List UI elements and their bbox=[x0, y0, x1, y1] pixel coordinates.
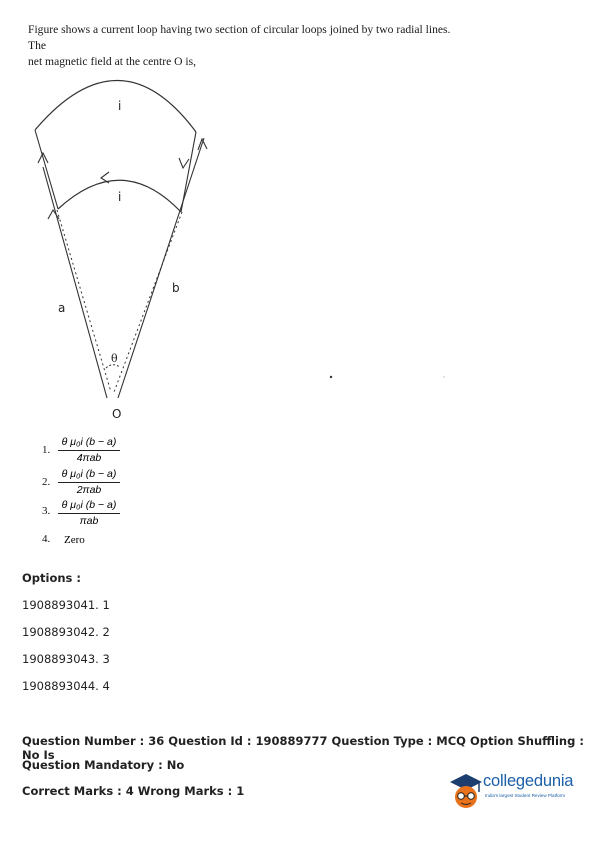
next-question-line-2: Question Mandatory : No bbox=[22, 758, 185, 772]
fraction bbox=[58, 436, 120, 465]
numerator: θ μ₀i (b − a) bbox=[58, 499, 120, 514]
dashed-line-right bbox=[114, 212, 182, 392]
option-item: 1908893043. 3 bbox=[22, 652, 110, 666]
denominator: 4πab bbox=[76, 452, 102, 464]
option-item: 1908893044. 4 bbox=[22, 679, 110, 693]
label-outer-current: i bbox=[118, 99, 122, 113]
question-line-1: Figure shows a current loop having two section of circular loops joined by two radial lines. The bbox=[28, 23, 451, 52]
logo-tagline: India's largest Student Review Platform bbox=[485, 793, 566, 798]
arrow-right-up bbox=[198, 139, 207, 150]
choice-text: Zero bbox=[64, 534, 85, 546]
logo-name: collegedunia bbox=[483, 772, 574, 790]
label-inner-current: i bbox=[118, 190, 122, 204]
label-b: b bbox=[172, 281, 180, 295]
collegedunia-logo-icon bbox=[446, 772, 486, 812]
label-theta: θ bbox=[111, 352, 118, 365]
speck-dot bbox=[330, 376, 332, 378]
label-centre: O bbox=[112, 407, 122, 421]
radial-line-a bbox=[43, 167, 107, 398]
fraction bbox=[58, 468, 120, 497]
denominator: 2πab bbox=[76, 484, 102, 496]
outer-arc bbox=[35, 80, 196, 132]
choice-number: 4. bbox=[42, 533, 51, 545]
arrow-right-down bbox=[179, 158, 189, 168]
label-a: a bbox=[58, 301, 66, 315]
theta-arc bbox=[106, 365, 120, 368]
numerator: θ μ₀i (b − a) bbox=[58, 468, 120, 483]
next-question-line-3: Correct Marks : 4 Wrong Marks : 1 bbox=[22, 784, 245, 798]
choice-number: 1. bbox=[42, 444, 51, 456]
radial-line-b bbox=[118, 138, 204, 398]
choice-number: 2. bbox=[42, 476, 51, 488]
left-connector bbox=[35, 130, 58, 209]
next-question-line-1: Question Number : 36 Question Id : 190889777 Question Type : MCQ Option Shuffling : No Is bbox=[22, 734, 584, 762]
option-item: 1908893042. 2 bbox=[22, 625, 110, 639]
speck-dot-faint bbox=[443, 376, 444, 377]
denominator: πab bbox=[79, 515, 99, 527]
fraction bbox=[58, 499, 120, 528]
question-line-2: net magnetic field at the centre O is, bbox=[28, 55, 197, 68]
numerator: θ μ₀i (b − a) bbox=[58, 436, 120, 451]
choice-number: 3. bbox=[42, 505, 51, 517]
options-heading: Options : bbox=[22, 571, 81, 585]
option-item: 1908893041. 1 bbox=[22, 598, 110, 612]
